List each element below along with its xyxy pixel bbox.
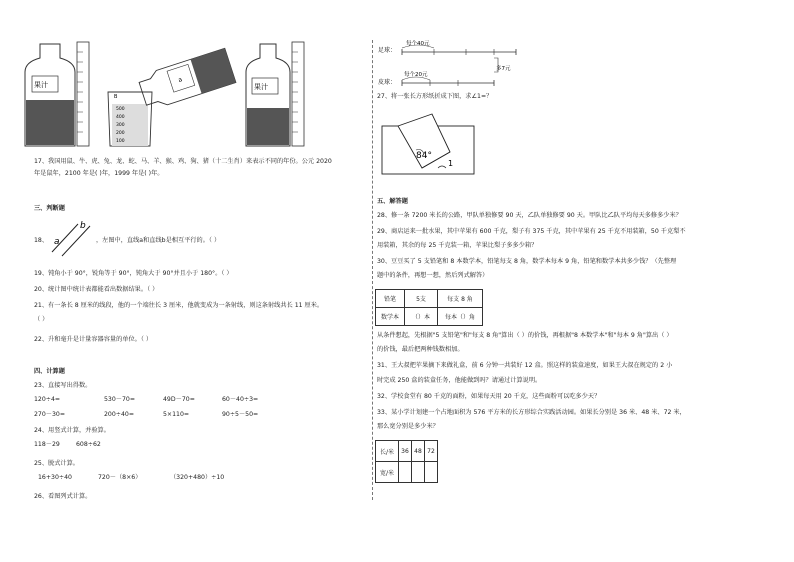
q29-text-2: 用装箱，其余的每 25 千克装一箱，苹果比梨子多多少箱？ (377, 242, 538, 249)
beaker-tick: 400 (116, 115, 125, 120)
q27-angle-label: 84° (416, 151, 432, 161)
q20-text: 20、统计图中统计表都能看出数据结果。（ ） (34, 286, 159, 293)
bottle-label-2: 果汁 (254, 83, 268, 91)
q31-text: 31、王大叔把苹果摘下来做礼盒，前 6 分钟一共装好 12 盒。照这样的装盒速度，如果王大叔在规定的 2 小 (377, 362, 673, 369)
table-cell: 宽/米 (376, 462, 399, 483)
q18-label-b: b (80, 221, 86, 231)
q25-item: 720－（8×6） (98, 474, 142, 481)
q33-length-width-table (375, 440, 438, 483)
q24-item: 118－29 (34, 441, 60, 448)
section-3-title: 三、判断题 (34, 205, 65, 212)
q30-text-2: 题中的条件，再想一想，然后列式解答） (377, 272, 489, 279)
q21-text: 21、有一条长 8 厘米的线段，他的一个端往长 3 厘米，他就变成为一条射线，则这条射线共长 11 厘米。 (34, 302, 324, 309)
ruler-2 (292, 42, 304, 146)
q28-text: 28、修一条 7200 米长的公路，甲队单独修要 90 天，乙队单独修要 90 天。甲队比乙队平均每天多修多少米？ (377, 212, 682, 219)
q23-item: 530－70= (104, 396, 136, 403)
section-5-title: 五、解答题 (377, 198, 408, 205)
q18-parallel-lines-figure (48, 218, 94, 258)
diagram-row2-label: 皮球： (378, 79, 397, 86)
q23-item: 270－30= (34, 411, 66, 418)
diagram-row1-top: 每个40元 (406, 41, 430, 47)
q18-text: ，左图中，直线a和直线b是相互平行的。（ ） (96, 237, 221, 244)
q23-item: 90÷5－50= (222, 411, 259, 418)
q21-text-2: （ ） (34, 316, 49, 323)
q17-text-2: 年是鼠年，2100 年是( )年，1999 年是( )年。 (34, 170, 164, 177)
q29-text: 29、商店运来一批水果，其中苹果有 600 千克，梨子有 375 千克，其中苹果有 25 千克不用装箱，50 千克梨不 (377, 228, 686, 235)
beaker-tick: 300 (116, 123, 125, 128)
table-cell (412, 462, 425, 483)
segment-diagram (376, 38, 526, 88)
q23-item: 200÷40= (104, 411, 135, 418)
q24-item: 608÷62 (76, 441, 101, 448)
q25-title: 25、脱式计算。 (34, 460, 79, 467)
beaker-tick: 500 (116, 107, 125, 112)
diagram-row2-top: 每个20元 (404, 72, 428, 78)
q25-item: （320+480）÷10 (170, 474, 225, 481)
q30-hint: 从条件想起，先根据"5 支铅笔"和"每支 8 角"算出（ ）的价钱，再根据"8 本数学本"和"每本 9 角"算出（ ） (377, 332, 673, 339)
q26-title: 26、看图列式计算。 (34, 493, 92, 500)
q33-text-2: 那么宽分别是多少米？ (377, 423, 439, 430)
table-cell: 数学本 (376, 308, 405, 326)
table-cell (399, 462, 412, 483)
table-cell: 48 (412, 441, 425, 462)
q23-title: 23、直接写出得数。 (34, 382, 92, 389)
ruler-1 (77, 42, 89, 146)
q27-folded-paper-figure (378, 110, 478, 178)
q23-item: 49D－70= (163, 396, 195, 403)
table-cell: 每本（）角 (438, 308, 483, 326)
table-row (376, 308, 483, 326)
q18-number: 18、 (34, 237, 49, 244)
q17-text: 17、我国用鼠、牛、虎、兔、龙、蛇、马、羊、猴、鸡、狗、猪（十二生肖）来表示不同的年份。公元 2020 (34, 158, 332, 165)
table-cell: （）本 (405, 308, 438, 326)
q18-label-a: a (54, 237, 60, 247)
column-divider (372, 40, 373, 500)
table-cell (425, 462, 438, 483)
q30-text: 30、豆豆买了 5 支铅笔和 8 本数学本，铅笔每支 8 角，数学本每本 9 角，铅笔和数学本共多少钱？（先整理 (377, 258, 677, 265)
beaker (108, 92, 152, 146)
q32-text: 32、学校食堂有 80 千克的面粉，如果每天用 20 千克，这些面粉可以吃多少天？ (377, 393, 601, 400)
diagram-right-note: 多7元 (496, 66, 511, 72)
table-row (376, 441, 438, 462)
table-cell: 5支 (405, 290, 438, 308)
right-bottle (246, 44, 290, 146)
q31-text-2: 时完成 250 盒的装盒任务，他能做到吗？请通过计算说明。 (377, 377, 542, 384)
bottle-beaker-figure (20, 38, 310, 150)
tilted-bottle-letter: a (177, 76, 184, 84)
q30-hint-2: 的价钱，最后把两种钱数相加。 (377, 346, 464, 353)
table-row (376, 462, 438, 483)
section-4-title: 四、计算题 (34, 368, 65, 375)
table-cell: 36 (399, 441, 412, 462)
beaker-tick: 200 (116, 131, 125, 136)
q27-angle-1-label: 1 (448, 159, 454, 168)
bottle-label-1: 果汁 (34, 81, 48, 89)
table-cell: 72 (425, 441, 438, 462)
q22-text: 22、升和毫升是计量容器容量的单位。（ ） (34, 336, 153, 343)
table-cell: 铅笔 (376, 290, 405, 308)
q24-title: 24、用竖式计算，并验算。 (34, 427, 110, 434)
table-row (376, 290, 483, 308)
table-cell: 长/米 (376, 441, 399, 462)
q23-item: 60－40÷3= (222, 396, 259, 403)
beaker-letter: B (114, 94, 118, 100)
left-bottle (25, 44, 75, 146)
q27-text: 27、将一张长方形纸折成下图，求∠1=？ (377, 93, 493, 100)
q23-item: 5×110= (163, 411, 190, 418)
q33-text: 33、某小学计划建一个占地面积为 576 平方米的长方形综合实践活动园。如果长分别是 36 米、48 米、72 米， (377, 409, 686, 416)
q25-item: 16+30÷40 (38, 474, 72, 481)
diagram-row1-label: 足球： (378, 47, 397, 54)
q23-item: 120÷4= (34, 396, 61, 403)
q30-condition-table (375, 289, 483, 326)
beaker-tick: 100 (116, 139, 125, 144)
table-cell: 每支 8 角 (438, 290, 483, 308)
q19-text: 19、钝角小于 90°，锐角等于 90°，钝角大于 90°并且小于 180°。（ ） (34, 270, 233, 277)
